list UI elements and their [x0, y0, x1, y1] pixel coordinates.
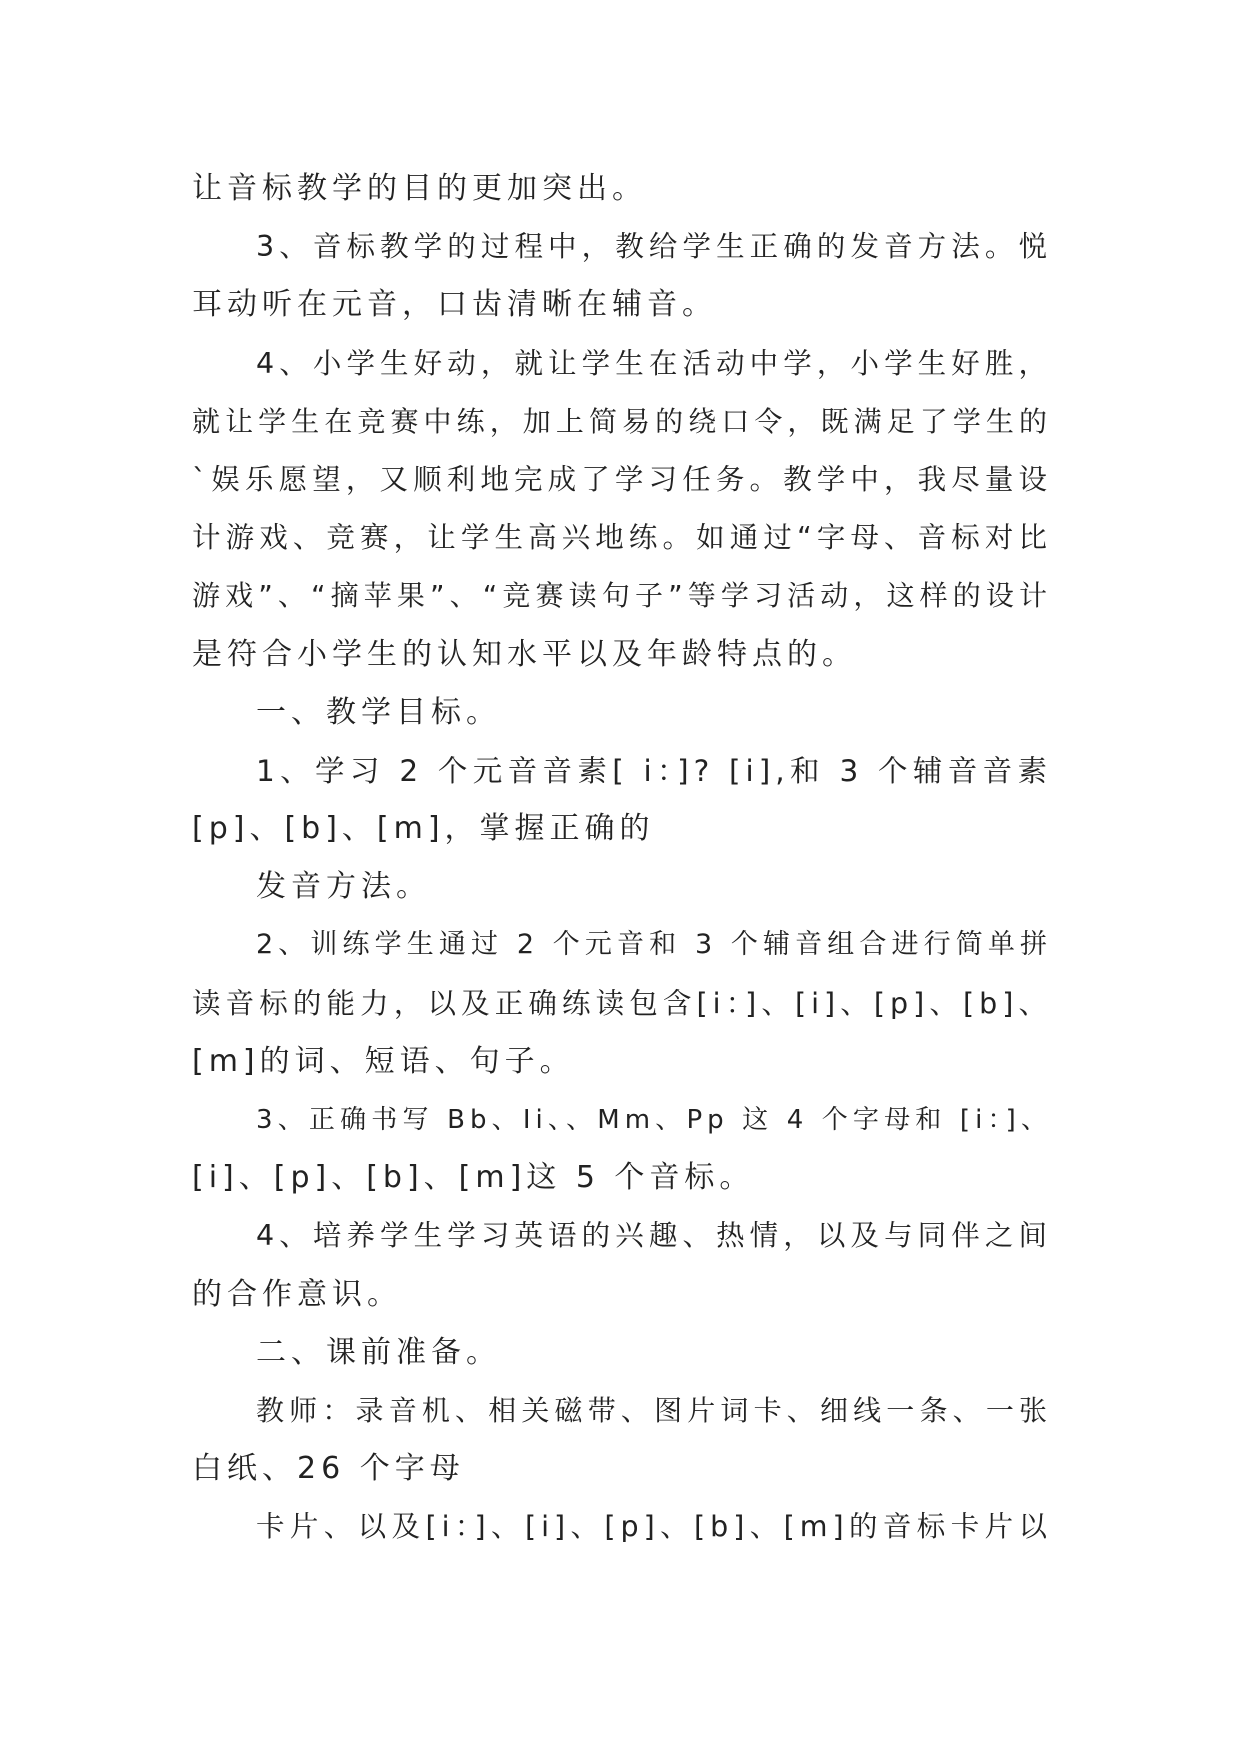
- document-body: [192, 160, 1052, 1557]
- text-line: [m]的词、短语、句子。: [192, 1043, 575, 1079]
- text-line: 耳动听在元音，口齿清晰在辅音。: [192, 287, 717, 323]
- text-line: 让音标教学的目的更加突出。: [192, 171, 647, 206]
- text-line: 卡片、以及[i：]、[i]、[p]、[b]、[m]的音标卡片以: [256, 1510, 1052, 1544]
- text-line: `娱乐愿望，又顺利地完成了学习任务。教学中，我尽量设: [192, 462, 1052, 496]
- section-heading: 一、教学目标。: [256, 694, 501, 730]
- section-heading: 二、课前准备。: [256, 1334, 501, 1370]
- text-line: 读音标的能力，以及正确练读包含[i：]、[i]、[p]、[b]、: [192, 986, 1052, 1020]
- text-line: 教师：录音机、相关磁带、图片词卡、细线一条、一张: [256, 1393, 1052, 1427]
- text-line: 游戏”、“摘苹果”、“竞赛读句子”等学习活动，这样的设计: [192, 579, 1052, 613]
- text-line: 1、学习 2 个元音音素[ i：]? [i],和 3 个辅音音素: [256, 753, 1052, 788]
- text-line: 是符合小学生的认知水平以及年龄特点的。: [192, 636, 857, 672]
- text-line: [i]、[p]、[b]、[m]这 5 个音标。: [192, 1160, 755, 1196]
- text-line: 4、培养学生学习英语的兴趣、热情，以及与同伴之间: [256, 1219, 1052, 1253]
- text-line: 计游戏、竞赛，让学生高兴地练。如通过“字母、音标对比: [192, 521, 1052, 555]
- text-line: 3、正确书写 Bb、Ii、、Mm、Pp 这 4 个字母和 [i：]、: [256, 1105, 1052, 1135]
- text-line: 就让学生在竞赛中练，加上简易的绕口令，既满足了学生的: [192, 404, 1052, 438]
- text-line: 发音方法。: [256, 869, 431, 905]
- text-line: 2、训练学生通过 2 个元音和 3 个辅音组合进行简单拼: [256, 929, 1052, 961]
- text-line: 3、音标教学的过程中，教给学生正确的发音方法。悦: [256, 230, 1052, 264]
- text-line: 白纸、26 个字母: [192, 1451, 465, 1487]
- text-line: [p]、[b]、[m]，掌握正确的: [192, 811, 655, 847]
- text-line: 的合作意识。: [192, 1276, 402, 1312]
- text-line: 4、小学生好动，就让学生在活动中学，小学生好胜，: [256, 346, 1052, 380]
